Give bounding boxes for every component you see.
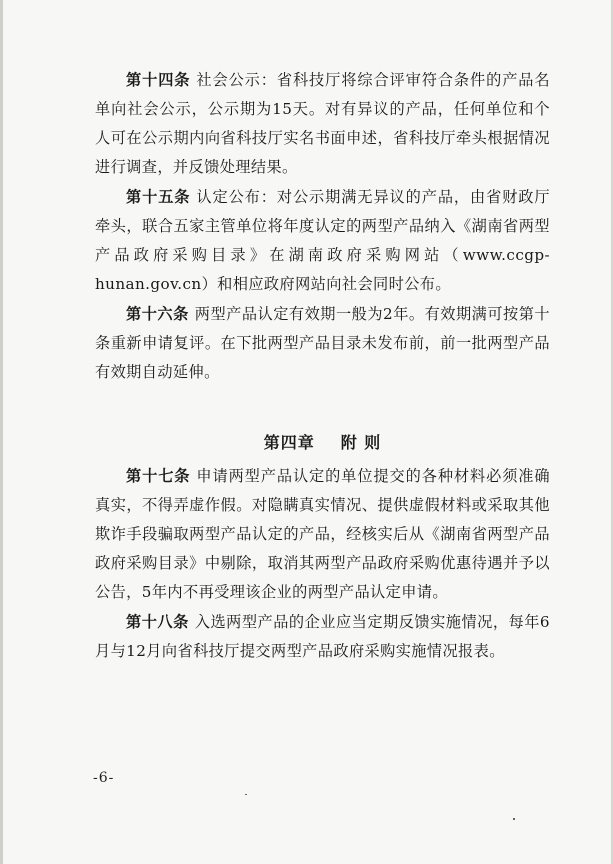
article-label: 第十六条: [126, 305, 189, 323]
article-14: [95, 66, 550, 182]
article-17: [95, 462, 550, 607]
article-text: 申请两型产品认定的单位提交的各种材料必须准确真实，不得弄虚作假。对隐瞒真实情况、提供虚假材料或采取其他欺诈手段骗取两型产品认定的产品，经核实后从《湖南省两型产品政府采购目录》中剔除，取消其两型产品政府采购优惠待遇并予以公告，5年内不再受理该企业的两型产品认定申请。: [95, 467, 550, 601]
article-15: [95, 183, 550, 299]
article-16: [95, 300, 550, 387]
document-body: [95, 66, 550, 667]
article-label: 第十八条: [126, 613, 189, 631]
article-label: 第十四条: [126, 71, 191, 89]
page-number: -6-: [93, 770, 115, 786]
article-text: 社会公示：省科技厅将综合评审符合条件的产品名单向社会公示，公示期为15天。对有异议的产品，任何单位和个人可在公示期内向省科技厅实名书面申述，省科技厅牵头根据情况进行调查，并反馈处理结果。: [95, 71, 550, 176]
chapter-number: 第四章: [263, 433, 315, 452]
scan-speck: [245, 794, 247, 795]
scan-edge-left: [0, 0, 3, 864]
article-text: 两型产品认定有效期一般为2年。有效期满可按第十条重新申请复评。在下批两型产品目录未发布前，前一批两型产品有效期自动延伸。: [95, 305, 550, 381]
chapter-heading: [95, 430, 550, 453]
scan-speck: [513, 818, 515, 820]
article-text: 认定公布：对公示期满无异议的产品，由省财政厅牵头，联合五家主管单位将年度认定的两型产品纳入《湖南省两型产品政府采购目录》在湖南政府采购网站（www.ccgp-hunan.gov.cn）和相应政府网站向社会同时公布。: [95, 188, 550, 293]
article-label: 第十七条: [126, 467, 191, 485]
article-18: [95, 608, 550, 666]
article-label: 第十五条: [126, 188, 191, 206]
chapter-title: 附 则: [340, 433, 382, 452]
article-text: 入选两型产品的企业应当定期反馈实施情况，每年6月与12月向省科技厅提交两型产品政府采购实施情况报表。: [95, 613, 550, 660]
